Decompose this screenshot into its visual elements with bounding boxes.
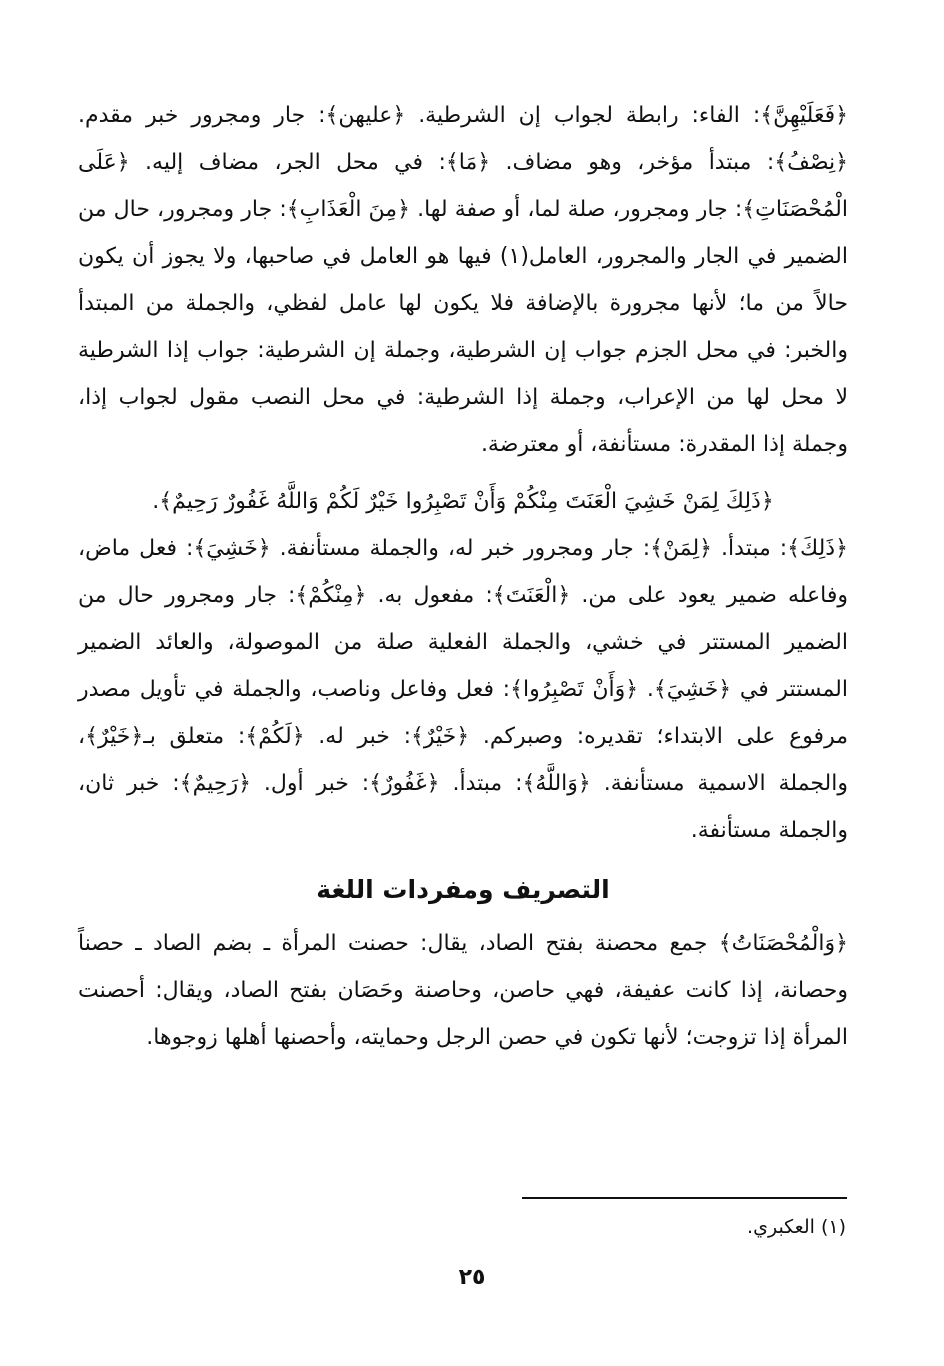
page-body bbox=[78, 92, 848, 1061]
section-heading: التصريف ومفردات اللغة bbox=[316, 875, 610, 904]
page-number: ٢٥ bbox=[458, 1265, 486, 1290]
footnote: (١) العكبري. bbox=[747, 1216, 846, 1238]
paragraph-irab-1: ﴿فَعَلَيْهِنَّ﴾: الفاء: رابطة لجواب إن الشرطية. ﴿عليهن﴾: جار ومجرور خبر مقدم. ﴿نِصْفُ﴾: مبتدأ مؤخر، وهو مضاف. ﴿مَا﴾: في محل الجر، مضاف إليه. ﴿عَلَى الْمُحْصَنَاتِ﴾: جار ومجرور، صلة لما، أو صفة لها. ﴿مِنَ الْعَذَابِ﴾: جار ومجرور، حال من الضمير في الجار والمجرور، العامل(١) فيها هو العامل في صاحبها، ولا يجوز أن يكون حالاً من ما؛ لأنها مجرورة بالإضافة فلا يكون لها عامل لفظي، والجملة من المبتدأ والخبر: في محل الجزم جواب إن الشرطية، وجملة إن الشرطية: جواب إذا الشرطية لا محل لها من الإعراب، وجملة إذا الشرطية: في محل النصب مقول لجواب إذا، وجملة إذا المقدرة: مستأنفة، أو معترضة. bbox=[78, 103, 848, 457]
paragraph-irab-2: ﴿ذَلِكَ﴾: مبتدأ. ﴿لِمَنْ﴾: جار ومجرور خبر له، والجملة مستأنفة. ﴿خَشِيَ﴾: فعل ماض، وفاعله ضمير يعود على من. ﴿الْعَنَتَ﴾: مفعول به. ﴿مِنْكُمْ﴾: جار ومجرور حال من الضمير المستتر في خشي، والجملة الفعلية صلة من الموصولة، والعائد الضمير المستتر في ﴿خَشِيَ﴾. ﴿وَأَنْ تَصْبِرُوا﴾: فعل وفاعل وناصب، والجملة في تأويل مصدر مرفوع على الابتداء؛ تقديره: وصبركم. ﴿خَيْرٌ﴾: خبر له. ﴿لَكُمْ﴾: متعلق بـ﴿خَيْرٌ﴾، والجملة الاسمية مستأنفة. ﴿وَاللَّهُ﴾: مبتدأ. ﴿غَفُورٌ﴾: خبر أول. ﴿رَحِيمٌ﴾: خبر ثان، والجملة مستأنفة. bbox=[78, 536, 848, 843]
quran-verse: ﴿ذَلِكَ لِمَنْ خَشِيَ الْعَنَتَ مِنْكُمْ وَأَنْ تَصْبِرُوا خَيْرٌ لَكُمْ وَاللَّهُ غَفُورٌ رَحِيمٌ﴾. bbox=[152, 489, 774, 514]
footnote-divider bbox=[522, 1197, 847, 1199]
paragraph-vocabulary: ﴿وَالْمُحْصَنَاتُ﴾ جمع محصنة بفتح الصاد، يقال: حصنت المرأة ـ بضم الصاد ـ حصناً وحصانة، إذا كانت عفيفة، فهي حاصن، وحاصنة وحَصَان بفتح الصاد، ويقال: أحصنت المرأة إذا تزوجت؛ لأنها تكون في حصن الرجل وحمايته، وأحصنها أهلها زوجوها. bbox=[78, 931, 848, 1050]
